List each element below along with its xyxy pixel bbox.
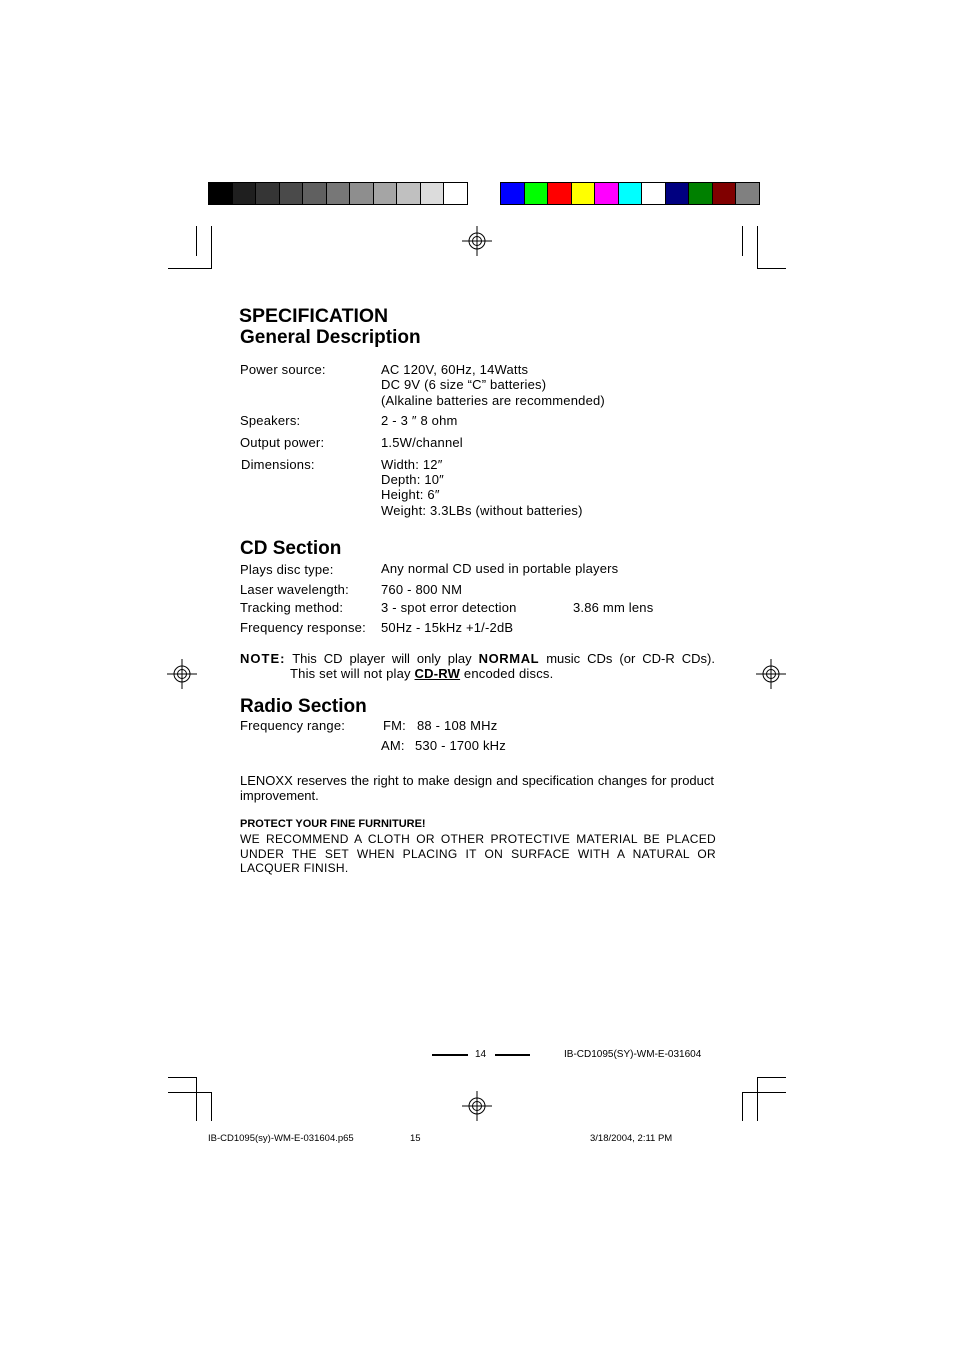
- power-source-dc: DC 9V (6 size “C” batteries): [381, 377, 547, 392]
- laser-wavelength-label: Laser wavelength:: [240, 582, 349, 597]
- laser-wavelength-value: 760 - 800 NM: [381, 582, 463, 597]
- color-swatch: [594, 182, 618, 205]
- frequency-range-label: Frequency range:: [240, 718, 346, 733]
- speakers-label: Speakers:: [240, 413, 301, 428]
- color-swatch: [208, 182, 232, 205]
- color-swatch: [524, 182, 548, 205]
- color-swatch: [618, 182, 642, 205]
- note-line-2: This set will not play CD-RW encoded discs.: [290, 666, 554, 681]
- grayscale-calibration-bar: [208, 182, 468, 205]
- color-swatch: [396, 182, 420, 205]
- dimension-weight: Weight: 3.3LBs (without batteries): [381, 503, 583, 518]
- registration-mark-icon: [756, 659, 786, 689]
- crop-mark: [168, 1092, 212, 1093]
- color-swatch: [547, 182, 571, 205]
- color-swatch: [688, 182, 712, 205]
- crop-mark: [168, 1077, 197, 1078]
- color-swatch: [500, 182, 524, 205]
- am-label: AM:: [381, 738, 405, 753]
- tracking-method-label: Tracking method:: [240, 600, 344, 615]
- crop-mark: [196, 1077, 197, 1121]
- registration-mark-icon: [462, 226, 492, 256]
- color-swatch: [302, 182, 326, 205]
- radio-section-heading: Radio Section: [240, 696, 367, 717]
- color-swatch: [349, 182, 373, 205]
- frequency-response-value: 50Hz - 15kHz +1/-2dB: [381, 620, 514, 635]
- note-line-1: NOTE: This CD player will only play NORMAL music CDs (or CD-R CDs).: [240, 651, 715, 666]
- crop-mark: [757, 226, 758, 269]
- fm-value: 88 - 108 MHz: [417, 718, 498, 733]
- power-source-label: Power source:: [240, 362, 326, 377]
- dimensions-label: Dimensions:: [241, 457, 315, 472]
- color-calibration-bar: [500, 182, 760, 205]
- cd-section-heading: CD Section: [240, 538, 342, 559]
- crop-mark: [742, 226, 743, 256]
- color-swatch: [665, 182, 689, 205]
- note-label: NOTE:: [240, 651, 286, 666]
- frequency-response-label: Frequency response:: [240, 620, 366, 635]
- color-swatch: [232, 182, 256, 205]
- color-swatch: [279, 182, 303, 205]
- general-description-heading: General Description: [240, 327, 421, 348]
- sheet-number: 15: [410, 1133, 421, 1144]
- power-source-ac: AC 120V, 60Hz, 14Watts: [381, 362, 529, 377]
- crop-mark: [757, 1077, 758, 1121]
- fm-label: FM:: [383, 718, 406, 733]
- crop-mark: [757, 268, 786, 269]
- registration-mark-icon: [167, 659, 197, 689]
- color-swatch: [571, 182, 595, 205]
- color-swatch: [373, 182, 397, 205]
- crop-mark: [196, 226, 197, 256]
- page-number-rule: [432, 1054, 468, 1056]
- furniture-heading: PROTECT YOUR FINE FURNITURE!: [240, 818, 426, 830]
- am-value: 530 - 1700 kHz: [415, 738, 506, 753]
- disc-type-label: Plays disc type:: [240, 562, 334, 577]
- disc-type-value: Any normal CD used in portable players: [381, 561, 619, 576]
- crop-mark: [168, 268, 212, 269]
- disclaimer-text: LENOXX reserves the right to make design and specification changes for product improvement.: [240, 773, 714, 803]
- dimension-height: Height: 6″: [381, 487, 440, 502]
- tracking-lens-value: 3.86 mm lens: [573, 600, 654, 615]
- file-name: IB-CD1095(sy)-WM-E-031604.p65: [208, 1133, 354, 1144]
- dimension-depth: Depth: 10″: [381, 472, 444, 487]
- color-swatch: [420, 182, 444, 205]
- crop-mark: [757, 1077, 786, 1078]
- color-swatch: [255, 182, 279, 205]
- output-power-label: Output power:: [240, 435, 325, 450]
- document-code: IB-CD1095(SY)-WM-E-031604: [564, 1049, 702, 1060]
- registration-mark-icon: [462, 1091, 492, 1121]
- page-number-rule: [495, 1054, 530, 1056]
- tracking-method-value: 3 - spot error detection: [381, 600, 517, 615]
- crop-mark: [742, 1092, 743, 1121]
- cd-rw-emphasis: CD-RW: [414, 666, 461, 681]
- furniture-body: WE RECOMMEND A CLOTH OR OTHER PROTECTIVE MATERIAL BE PLACED UNDER THE SET WHEN PLACING IT ON SURFACE WITH A NATURAL OR LACQUER FINISH.: [240, 832, 716, 875]
- color-swatch: [641, 182, 665, 205]
- output-power-value: 1.5W/channel: [381, 435, 463, 450]
- color-swatch: [443, 182, 468, 205]
- crop-mark: [211, 1092, 212, 1121]
- page-title: SPECIFICATION: [239, 305, 389, 327]
- crop-mark: [742, 1092, 786, 1093]
- power-source-note: (Alkaline batteries are recommended): [381, 393, 605, 408]
- color-swatch: [712, 182, 736, 205]
- color-swatch: [735, 182, 760, 205]
- timestamp: 3/18/2004, 2:11 PM: [590, 1133, 673, 1144]
- speakers-value: 2 - 3 ″ 8 ohm: [381, 413, 458, 428]
- crop-mark: [211, 226, 212, 269]
- color-swatch: [326, 182, 350, 205]
- page-number: 14: [475, 1049, 487, 1060]
- dimension-width: Width: 12″: [381, 457, 443, 472]
- normal-emphasis: NORMAL: [478, 651, 540, 666]
